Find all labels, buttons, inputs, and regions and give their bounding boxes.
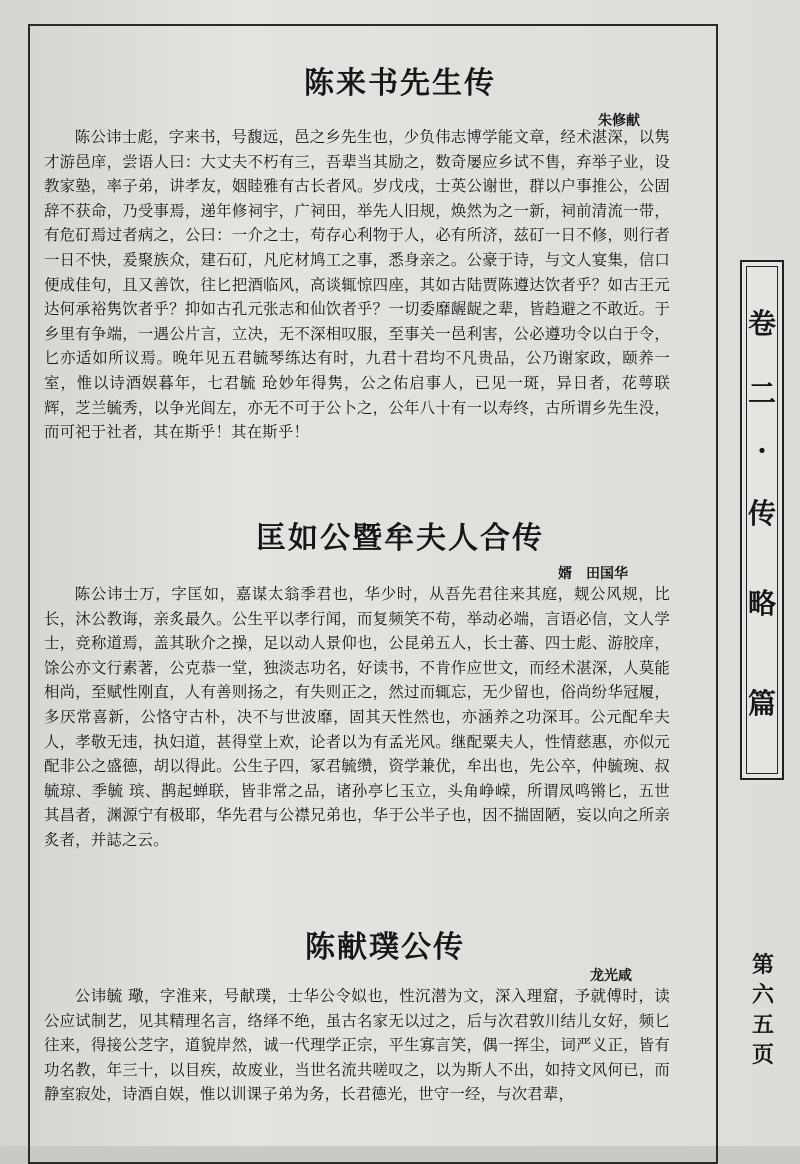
side-tab-char: 卷 <box>747 307 776 340</box>
page-number-char: 页 <box>751 1042 774 1068</box>
side-tab-char: 二 <box>747 377 776 410</box>
section-title-1: 陈来书先生传 <box>304 66 496 101</box>
section-title-2: 匡如公暨牟夫人合传 <box>256 521 544 556</box>
page-number <box>748 950 778 1070</box>
section-author-1: 朱修献 <box>598 113 640 129</box>
section-body-2: 陈公讳士万，字匡如，嘉谋太翁季君也，华少时，从吾先君往来其庭，觌公风规，比长，沐公教诲，亲炙最久。公生平以孝行闻，而复频笑不苟，举动必端，言语必信，文人学士，竞称道焉，盖其耿介之操，足以动人景仰也，公昆弟五人，长士蕃、四士彪、游胶庠，馀公亦文行素著，公克恭一堂，独淡志功名，好读书，不肯作应世文，而经术湛深，人莫能相尚，至赋性刚直，人有善则扬之，有失则正之，然过而辄忘，无少留也，俗尚纷华冠履，多厌常喜新，公恪守古朴，决不与世波靡，固其天性然也，亦涵养之功深耳。公元配牟夫人，孝敬无违，执妇道，甚得堂上欢，论者以为有孟光风。继配粟夫人，性情慈惠，亦似元配非公之盛德，胡以得此。公生子四，冢君毓缵，资学兼优，牟出也，先公卒，仲毓琬、叔毓琼、季毓 瑸、鹊起蝉联，皆非常之品，诸孙亭匕玉立，头角峥嵘，所谓凤鸣锵匕，五世其昌者，渊源宁有极耶，华先君与公襟兄弟也，华于公半子也，因不揣固陋，妄以向之所亲炙者，并誌之云。 <box>44 585 670 849</box>
section-body-1: 陈公讳士彪，字来书，号馥远，邑之乡先生也，少负伟志博学能文章，经术湛深，以隽才游邑庠，尝语人曰：大丈夫不朽有三，吾辈当其励之，数奇屡应乡试不售，弃举子业，设教家塾，率子弟，讲孝友，姻睦雅有古长者风。岁戊戌，士英公谢世，群以户事推公，公固辞不获命，乃受事焉，递年修祠宇，广祠田，举先人旧规，焕然为之一新，祠前清流一带，有危矴焉过者病之，公曰：一介之士，苟存心利物于人，必有所济，兹矴一日不修，则行者一日不快，爰聚族众，建石矴，凡庀材鸠工之事，悉身亲之。公豪于诗，与文人宴集，信口便成佳句，且又善饮，往匕把酒临风，高谈辄惊四座，其如古陆贾陈遵达饮者乎？如古王元达何承裕隽饮者乎？抑如古孔元张志和仙饮者乎？一切委靡龌龊之辈，皆趋避之不敢近。于乡里有争端，一遇公片言，立决，无不深相叹服，至事关一邑利害，公必遵功令以白于令，匕亦适如所议焉。晚年见五君毓琴练达有时，九君十君均不凡贵品，公乃谢家政，颐养一室，惟以诗酒娱暮年，七君毓 玱妙年得隽，公之佑启事人，已见一斑，异日者，花萼联辉，芝兰毓秀，以争光闾左，亦无不可于公卜之，公年八十有一以寿终，古所谓乡先生没，而可祀于社者，其在斯乎！其在斯乎！ <box>44 128 670 442</box>
section-body-3: 公讳毓 璥，字淮来，号献璞，士华公令姒也，性沉潜为文，深入理窟，予就傅时，读公应试制艺，见其精理名言，络绎不绝，虽古名家无以过之，后与次君敦川结儿女好，频匕往来，得接公芝字，道貌岸然，诚一代理学正宗，平生寡言笑，偶一挥尘，词严义正，皆有功名教，年三十，以目疾，故废业，当世名流共嗟叹之，以为斯人不出，如持文风何已，而静室寂处，诗酒自娱，惟以训课子弟为务，长君德光，世守一经，与次君辈， <box>44 987 670 1104</box>
page-number-char: 第 <box>751 952 774 978</box>
side-tab-char: 传 <box>747 497 776 530</box>
side-tab-char: 篇 <box>747 687 776 720</box>
side-tab-char: 略 <box>747 587 776 620</box>
section-author-3: 龙光咸 <box>590 968 632 984</box>
side-tab-char: · <box>757 434 767 467</box>
page-number-char: 五 <box>751 1012 774 1038</box>
section-author-2: 婿 田国华 <box>558 566 628 582</box>
page-number-char: 六 <box>751 982 774 1008</box>
chapter-side-tab <box>740 260 784 780</box>
section-title-3: 陈献璞公传 <box>305 930 465 965</box>
